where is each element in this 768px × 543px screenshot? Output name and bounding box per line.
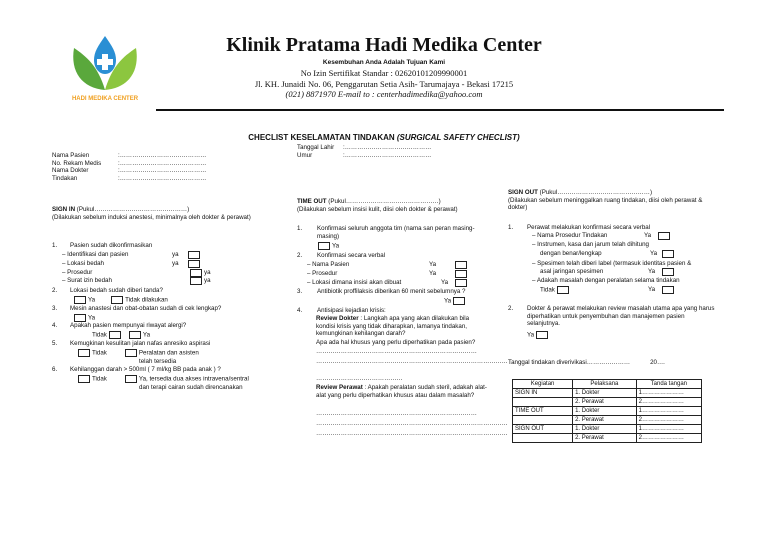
sign-in-heading: SIGN IN: [52, 206, 76, 213]
review-dokter-line-1[interactable]: ……………………………………………………………………: [316, 348, 477, 355]
sign-in-item-3: [52, 305, 222, 313]
table-header: Tanda tangan: [636, 380, 701, 389]
clinic-license: No Izin Sertifikat Standar : 02620101209990001: [300, 68, 468, 78]
review-dokter-question: Apa ada hal khusus yang perlu diperhatikan pada pasien?: [316, 339, 476, 346]
doctor-value[interactable]: :……………………………………: [118, 167, 207, 175]
age-label: Umur: [297, 151, 313, 159]
record-value[interactable]: :……………………………………: [118, 159, 207, 167]
checkbox[interactable]: [188, 260, 200, 268]
table-cell: [513, 398, 573, 407]
age-row: [297, 152, 431, 160]
clinic-name: Klinik Pratama Hadi Medika Center: [226, 34, 542, 56]
checkbox[interactable]: [455, 261, 467, 269]
option-label: Ya: [88, 296, 96, 304]
sign-out-sub-3: – Spesimen telah diberi label (termasuk identitas pasien &: [532, 260, 692, 267]
checkbox[interactable]: [125, 375, 137, 383]
option-label: Peralatan dan asisten: [138, 349, 199, 357]
record-label: No. Rekam Medis: [52, 159, 102, 167]
review-perawat-line-2[interactable]: …………………………………………………………………………………: [316, 420, 508, 427]
signature-cell[interactable]: 2…………………: [636, 398, 701, 407]
ya-label: Ya: [648, 268, 656, 275]
time-out-item-2: [297, 252, 386, 260]
table-cell: SIGN IN: [513, 389, 573, 398]
sign-in-item-2-opts: [72, 296, 168, 304]
review-perawat-line-1[interactable]: ……………………………………………………………………: [316, 410, 477, 417]
table-cell: SIGN OUT: [513, 425, 573, 434]
review-dokter-line-2[interactable]: …………………………………………………………………………………: [316, 358, 508, 365]
table-cell: 2. Perawat: [573, 434, 637, 443]
item-number: 5.: [52, 340, 58, 347]
review-dokter-line-3[interactable]: ……………………………………: [316, 375, 403, 382]
sign-out-sub-2: – Instrumen, kasa dan jarum telah dihitung: [532, 241, 649, 248]
option-label: Ya: [332, 242, 340, 250]
patient-name-label: Nama Pasien: [52, 152, 90, 159]
signature-cell[interactable]: 1…………………: [636, 389, 701, 398]
sign-in-item-6-opts: [76, 375, 249, 383]
time-out-heading: TIME OUT: [297, 198, 327, 205]
item-number: 2.: [52, 287, 58, 294]
clinic-contact: (021) 8871970 E-mail to : centerhadimedika@yahoo.com: [285, 89, 483, 99]
sign-out-sub-4-opts: [540, 286, 656, 294]
sign-in-sub-2: – Lokasi bedah ya: [62, 260, 104, 268]
item-text: Kemugkinan kesulitan jalan nafas anresiko aspirasi: [70, 340, 211, 347]
option-label: Ya: [88, 314, 96, 322]
birthdate-value[interactable]: :……………………………………: [343, 144, 432, 151]
time-out-item-1: [297, 225, 489, 240]
review-perawat-text: : Apakah peralatan sudah steril, adakah alat-alat yang perlu diperhatikan khusus atau dalam masalah?: [316, 384, 487, 399]
checkbox[interactable]: [74, 296, 86, 304]
sign-in-desc: (Dilakukan sebelum induksi anestesi, minimalnya oleh dokter & perawat): [52, 213, 251, 221]
table-cell: 2. Perawat: [573, 416, 637, 425]
item-text: Kehilanggan darah > 500ml ( 7 ml/kg BB pada anak ) ?: [70, 366, 221, 373]
item-number: 6.: [52, 366, 58, 373]
sign-out-sub-4: – Adakah masalah dengan peralatan selama tindakan: [532, 277, 680, 284]
record-row: [52, 160, 206, 168]
option-label: Tidak dilakukan: [125, 296, 168, 304]
item-number: 4.: [52, 322, 58, 329]
option-label: Ya: [648, 286, 656, 293]
sign-in-item-1: [52, 242, 153, 250]
ya-label: ya: [172, 251, 179, 258]
checkbox[interactable]: [557, 286, 569, 294]
sign-out-sub-2b: [540, 250, 658, 258]
time-out-item-3-opts: [444, 297, 467, 305]
item-number: 1.: [52, 242, 58, 249]
sign-in-time[interactable]: (Pukul………………………………………): [75, 206, 190, 213]
header-divider: [156, 109, 724, 111]
option-label: Tidak: [92, 375, 107, 383]
clinic-tagline: Kesembuhan Anda Adalah Tujuan Kami: [322, 59, 446, 66]
item-number: 1.: [297, 225, 303, 232]
signature-cell[interactable]: 2…………………: [636, 416, 701, 425]
item-number: 3.: [52, 305, 58, 312]
time-out-sub-1: – Nama Pasien Ya: [307, 261, 349, 269]
clinic-logo: [64, 30, 146, 108]
checkbox[interactable]: [662, 286, 674, 294]
item-text: Pasien sudah dikonfirmasikan: [70, 242, 153, 249]
option-label: Tidak: [92, 331, 107, 339]
patient-name-value[interactable]: :……………………………………: [118, 152, 207, 159]
time-out-sub-2: – Prosedur Ya: [307, 270, 337, 278]
sub-text: Nama Pasien: [312, 261, 350, 268]
review-perawat: [316, 384, 490, 399]
doctor-label: Nama Dokter: [52, 167, 89, 175]
time-out-sub-3: – Lokasi dimana insisi akan dibuat Ya: [307, 279, 401, 287]
checkbox[interactable]: [662, 268, 674, 276]
sub-text: Lokasi dimana insisi akan dibuat: [312, 279, 402, 286]
sign-out-heading: SIGN OUT: [508, 189, 538, 196]
sub-text: asal jaringan spesimen: [540, 268, 604, 275]
table-header-row: [513, 380, 702, 389]
checkbox[interactable]: [125, 349, 137, 357]
time-out-item-3: [297, 288, 466, 296]
signature-cell[interactable]: 1…………………: [636, 407, 701, 416]
sub-text: Lokasi bedah: [67, 260, 104, 267]
item-number: 2.: [508, 305, 514, 312]
sign-out-item-2-opts: [527, 331, 550, 339]
verification-table: [512, 379, 702, 443]
table-header: Kegiatan: [513, 380, 573, 389]
table-cell: 1. Dokter: [573, 389, 637, 398]
patient-info: [52, 152, 206, 182]
sign-in-item-3-opts: [72, 314, 95, 322]
checkbox[interactable]: [318, 242, 330, 250]
sign-in-section: [52, 206, 252, 221]
table-cell: [513, 434, 573, 443]
item-number: 1.: [508, 224, 514, 231]
ya-label: Ya: [429, 261, 437, 268]
option-label: Ya: [444, 297, 452, 305]
verification-date: [508, 359, 665, 367]
sign-in-sub-3: – Prosedur ya: [62, 269, 211, 276]
form-title-italic: (SURGICAL SAFETY CHECLIST): [396, 133, 520, 142]
item-text: Antisipasi kejadian krisis:: [317, 307, 386, 314]
table-cell: TIME OUT: [513, 407, 573, 416]
verification-year[interactable]: 20….: [650, 359, 665, 366]
checkbox[interactable]: [111, 296, 123, 304]
table-row: [513, 407, 702, 416]
doctor-row: [52, 167, 206, 175]
sign-in-item-4: [52, 322, 187, 330]
item-text: Lokasi bedah sudah diberi tanda?: [70, 287, 163, 294]
time-out-section: [297, 198, 497, 213]
patient-name-row: [52, 152, 206, 160]
checkbox[interactable]: [188, 251, 200, 259]
procedure-value[interactable]: :……………………………………: [118, 174, 207, 182]
ya-label: Ya: [429, 270, 437, 277]
logo-text: HADI MEDIKA CENTER: [71, 96, 139, 102]
option-label: Ya: [142, 331, 151, 339]
checkbox[interactable]: [190, 277, 202, 285]
birthdate-row: [297, 144, 431, 152]
option-label: Tidak: [92, 349, 107, 357]
sub-text: Adakah masalah dengan peralatan selama tindakan: [536, 277, 680, 284]
time-out-desc: (Dilakukan sebelum insisi kulit, diisi oleh dokter & perawat): [297, 205, 458, 213]
item-number: 2.: [297, 252, 303, 259]
checkbox[interactable]: [190, 269, 202, 277]
sign-in-item-5-opts: [76, 349, 199, 357]
sub-text: Nama Prosedur Tindakan: [537, 232, 608, 239]
item-number: 4.: [297, 307, 303, 314]
checkbox[interactable]: [74, 314, 86, 322]
sub-text: Prosedur: [67, 269, 93, 276]
ya-label: ya: [204, 269, 211, 276]
item-text: Mesin anastesi dan obat-obatan sudah di cek lengkap?: [70, 305, 222, 312]
checkbox[interactable]: [78, 375, 90, 383]
sign-in-sub-1: – Identifikasi dan pasien ya: [62, 251, 128, 259]
table-row: [513, 389, 702, 398]
table-cell: [513, 416, 573, 425]
item-text: Dokter & perawat melakukan review masalah utama apa yang harus diperhatikan untuk penyembuhan dan manajemen pasien selanjutnya.: [527, 305, 715, 328]
procedure-row: [52, 175, 206, 183]
form-title: [156, 133, 612, 142]
sign-out-desc: (Dilakukan sebelum meninggalkan ruang tindakan, diisi oleh perawat & dokter): [508, 196, 703, 212]
review-dokter-text: : Langkah apa yang akan dilakukan bila kondisi krisis yang tidak diharapkan, lamanya tindakan, kemungkinan kehilangan darah?: [316, 315, 470, 338]
item-text: Konfirmasi secara verbal: [317, 252, 386, 259]
review-dokter: [316, 315, 490, 338]
sign-in-item-4-opts: [92, 331, 150, 339]
checkbox[interactable]: [78, 349, 90, 357]
checkbox[interactable]: [662, 250, 674, 258]
review-dokter-label: Review Dokter: [316, 315, 359, 322]
sign-out-item-1: [508, 224, 651, 232]
table-header: Pelaksana: [573, 380, 637, 389]
table-row: [513, 398, 702, 407]
item-text: Apakah pasien mempunyai riwayat alergi?: [70, 322, 187, 329]
patient-info-right: [297, 144, 431, 159]
table-cell: 1. Dokter: [573, 425, 637, 434]
ya-label: Ya: [644, 232, 652, 239]
sub-text: Instrumen, kasa dan jarum telah dihitung: [537, 241, 649, 248]
option-label: Ya, tersedia dua akses intravena/sentral: [138, 375, 249, 383]
ya-label: ya: [204, 277, 211, 284]
ya-label: ya: [172, 260, 179, 267]
review-perawat-label: Review Perawat: [316, 384, 363, 391]
sign-in-item-5: [52, 340, 211, 348]
signature-cell[interactable]: 2…………………: [636, 434, 701, 443]
table-cell: 2. Perawat: [573, 398, 637, 407]
checkbox[interactable]: [536, 331, 548, 339]
time-out-time[interactable]: (Pukul………………………………………): [326, 198, 441, 205]
checkbox[interactable]: [658, 232, 670, 240]
checkbox[interactable]: [453, 297, 465, 305]
item-text: Konfirmasi seluruh anggota tim (nama san peran masing-masing): [317, 225, 475, 240]
procedure-label: Tindakan: [52, 174, 78, 182]
clinic-logo-icon: [64, 30, 146, 96]
sub-text: Spesimen telah diberi label (termasuk identitas pasien &: [537, 260, 692, 267]
table-row: [513, 416, 702, 425]
birthdate-label: Tanggal Lahir: [297, 144, 335, 151]
table-row: [513, 425, 702, 434]
sign-in-item-6-cont: dan terapi cairan sudah direncanakan: [139, 384, 243, 391]
table-row: [513, 434, 702, 443]
table-cell: 1. Dokter: [573, 407, 637, 416]
checkbox[interactable]: [109, 331, 121, 339]
sign-out-sub-1: – Nama Prosedur Tindakan Ya: [532, 232, 607, 240]
signature-cell[interactable]: 1…………………: [636, 425, 701, 434]
age-value[interactable]: :……………………………………: [343, 151, 432, 159]
item-text: Antibiotik proffilaksis diberikan 60 menit sebelumnya ?: [317, 288, 466, 295]
sub-text: Identifikasi dan pasien: [67, 251, 129, 258]
sign-in-item-6: [52, 366, 221, 374]
sign-in-sub-4: – Surat izin bedah ya: [62, 277, 211, 284]
sign-in-item-2: [52, 287, 163, 295]
sign-out-section: [508, 189, 718, 212]
form-title-main: CHECLIST KESELAMATAN TINDAKAN: [248, 133, 397, 142]
sign-in-item-5-cont: telah tersedia: [139, 358, 177, 365]
time-out-item-1-opts: [316, 242, 339, 250]
option-label: Ya: [527, 331, 535, 339]
ya-label: Ya: [650, 250, 658, 257]
checkbox[interactable]: [455, 270, 467, 278]
review-perawat-line-3[interactable]: …………………………………………………………………………………: [316, 430, 508, 437]
sign-out-time[interactable]: (Pukul………………………………………): [537, 189, 653, 196]
time-out-item-4: [297, 307, 386, 315]
item-number: 3.: [297, 288, 303, 295]
checkbox[interactable]: [455, 279, 467, 287]
verification-label[interactable]: Tanggal tindakan diverivikasi…………………: [508, 359, 631, 366]
item-text: Perawat melakukan konfirmasi secara verbal: [527, 224, 651, 231]
sub-text: Prosedur: [312, 270, 338, 277]
sub-text: Surat izin bedah: [67, 277, 112, 284]
checkbox[interactable]: [129, 331, 141, 339]
sign-out-item-2: [508, 305, 718, 328]
ya-label: Ya: [441, 279, 449, 286]
sign-out-sub-3b: [540, 268, 656, 276]
option-label: Tidak: [540, 286, 555, 294]
clinic-address: Jl. KH. Junaidi No. 06, Penggarutan Setia Asih- Tarumajaya - Bekasi 17215: [254, 79, 514, 89]
sub-text: dengan benar/lengkap: [540, 250, 602, 257]
